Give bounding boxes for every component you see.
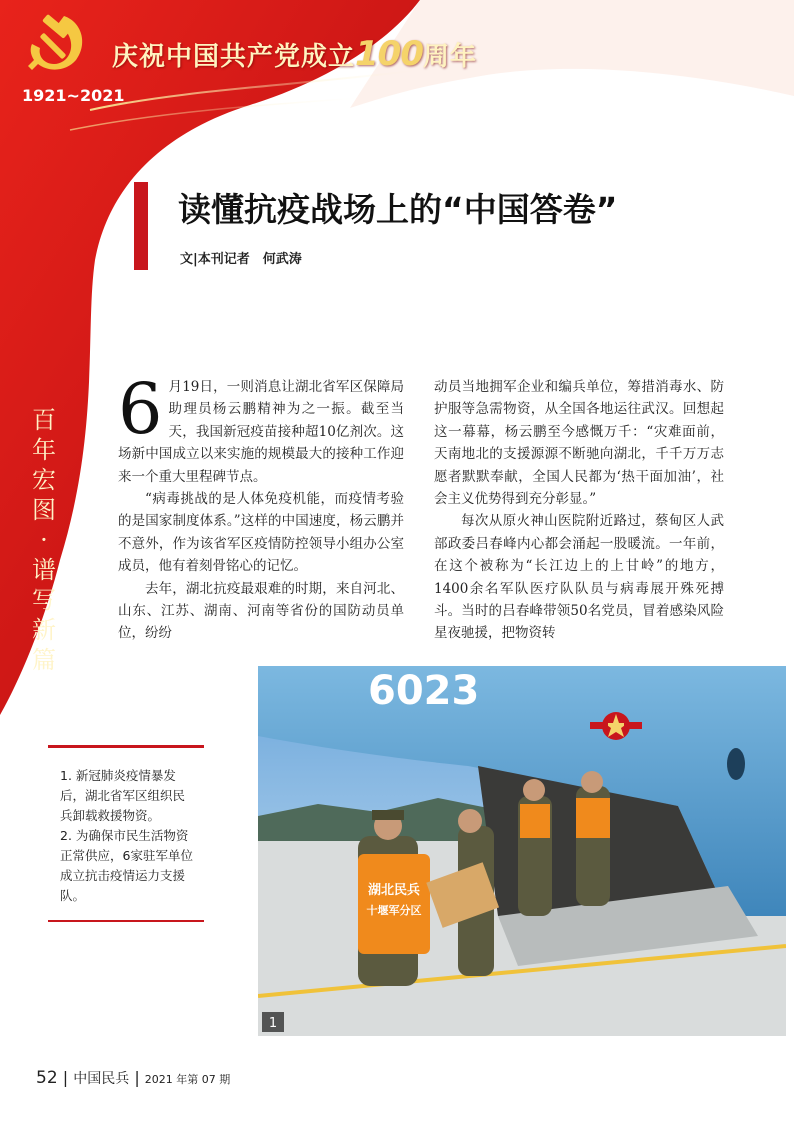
body-column-right xyxy=(434,376,724,645)
caption-bottom-rule xyxy=(48,920,204,922)
body-column-left xyxy=(118,368,404,645)
vest-text-line2: 十堰军分区 xyxy=(366,904,422,917)
banner-title-pre: 庆祝中国共产党成立 xyxy=(112,42,356,72)
vest-text-line1: 湖北民兵 xyxy=(367,883,421,898)
party-emblem-icon xyxy=(24,8,94,78)
paragraph-4: 动员当地拥军企业和编兵单位，筹措消毒水、防护服等急需物资，从全国各地运往武汉。回想起这一幕幕，杨云鹏至今感慨万千：“灾难面前，天南地北的支援源源不断驰向湖北，千千万万志愿者默默奉献，全国人民都为‘热干面加油’，社会主义优势得到充分彰显。” xyxy=(434,379,724,508)
article-photo xyxy=(258,666,786,1036)
issue-label: 2021 年第 07 期 xyxy=(144,1073,231,1086)
banner-title-post: 周年 xyxy=(423,42,478,72)
article-byline: 文|本刊记者 何武涛 xyxy=(180,252,302,267)
photo-caption xyxy=(48,745,204,922)
article-title: 读懂抗疫战场上的“中国答卷” xyxy=(178,190,618,229)
page-footer: 52 | 中国民兵 | 2021 年第 07 期 xyxy=(36,1068,231,1088)
paragraph-2: “病毒挑战的是人体免疫机能，而疫情考验的是国家制度体系。”这样的中国速度，杨云鹏并不意外，作为该省军区疫情防控领导小组办公室成员，他有着刻骨铭心的记忆。 xyxy=(118,491,404,575)
paragraph-3: 去年，湖北抗疫最艰难的时期，来自河北、山东、江苏、湖南、河南等省份的国防动员单位，纷纷 xyxy=(118,580,404,642)
caption-item-2: 2. 为确保市民生活物资正常供应，6家驻军单位成立抗击疫情运力支援队。 xyxy=(60,828,193,903)
caption-item-1: 1. 新冠肺炎疫情暴发后，湖北省军区组织民兵卸载救援物资。 xyxy=(60,768,186,823)
side-column-title: 百年宏图·谱写新篇 xyxy=(32,406,56,674)
paragraph-1: 6 月19日，一则消息让湖北省军区保障局助理员杨云鹏精神为之一振。截至当天，我国新冠疫苗接种超10亿剂次。这场新中国成立以来实施的规模最大的接种工作迎来一个重大里程碑节点。 xyxy=(118,368,404,485)
magazine-name: 中国民兵 xyxy=(73,1071,130,1087)
banner-years: 1921~2021 xyxy=(22,86,125,105)
title-accent-bar xyxy=(134,182,148,270)
photo-label: 1 xyxy=(268,1016,278,1031)
drop-cap: 6 xyxy=(118,368,163,450)
helicopter-tail-number: 6023 xyxy=(368,668,480,714)
page-number: 52 xyxy=(36,1068,58,1088)
banner-title xyxy=(112,34,477,74)
paragraph-5: 每次从原火神山医院附近路过，蔡甸区人武部政委吕春峰内心都会涌起一股暖流。一年前，在这个被称为“长江边上的上甘岭”的地方，1400余名军队医疗队队员与病毒展开殊死搏斗。当时的吕春峰带领50名党员，冒着感染风险星夜驰援，把物资转 xyxy=(434,513,724,642)
banner-title-number: 100 xyxy=(355,34,423,74)
